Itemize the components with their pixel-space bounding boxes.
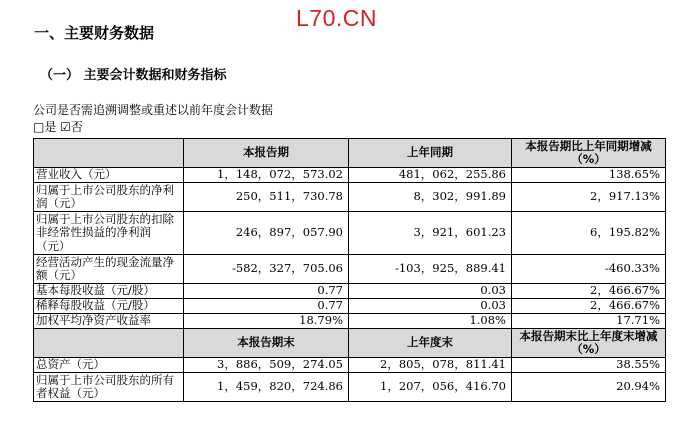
- table-row: [34, 212, 666, 255]
- financial-data-table: [33, 138, 666, 402]
- current-value: 246，897，057.90: [184, 212, 349, 255]
- table-row: [34, 168, 666, 183]
- prior-value: 8，302，991.89: [349, 183, 512, 212]
- prior-value: 2，805，078，811.41: [349, 358, 512, 373]
- table-row: [34, 183, 666, 212]
- change-value: 2，466.67%: [512, 284, 666, 299]
- table-header-row: [34, 139, 666, 168]
- current-value: 1，459，820，724.86: [184, 373, 349, 402]
- table-row: [34, 373, 666, 402]
- current-value: 3，886，509，274.05: [184, 358, 349, 373]
- row-label: 加权平均净资产收益率: [34, 314, 184, 329]
- prior-value: 1，207，056，416.70: [349, 373, 512, 402]
- table-row: [34, 299, 666, 314]
- prior-value: -103，925，889.41: [349, 255, 512, 284]
- watermark-logo: L70.CN: [296, 5, 377, 31]
- current-value: 250，511，730.78: [184, 183, 349, 212]
- row-label: 基本每股收益（元/股）: [34, 284, 184, 299]
- change-value: 138.65%: [512, 168, 666, 183]
- change-value: -460.33%: [512, 255, 666, 284]
- change-value: 38.55%: [512, 358, 666, 373]
- table-row: [34, 314, 666, 329]
- subsection-heading: （一） 主要会计数据和财务指标: [40, 68, 227, 83]
- header-cell: 本报告期比上年同期增减（%）: [512, 139, 666, 168]
- change-value: 2，917.13%: [512, 183, 666, 212]
- table-row: [34, 255, 666, 284]
- row-label: 归属于上市公司股东的所有者权益（元）: [34, 373, 184, 402]
- row-label: 归属于上市公司股东的净利润（元）: [34, 183, 184, 212]
- current-value: 0.77: [184, 284, 349, 299]
- header-cell: 上年度末: [349, 329, 512, 358]
- row-label: 经营活动产生的现金流量净额（元）: [34, 255, 184, 284]
- header-cell: 本报告期: [184, 139, 349, 168]
- header-cell: [34, 139, 184, 168]
- prior-value: 0.03: [349, 299, 512, 314]
- current-value: 0.77: [184, 299, 349, 314]
- row-label: 归属于上市公司股东的扣除非经常性损益的净利润（元）: [34, 212, 184, 255]
- current-value: 1，148，072，573.02: [184, 168, 349, 183]
- section-heading: 一、主要财务数据: [34, 24, 155, 42]
- table-row: [34, 284, 666, 299]
- prior-value: 0.03: [349, 284, 512, 299]
- row-label: 稀释每股收益（元/股）: [34, 299, 184, 314]
- change-value: 20.94%: [512, 373, 666, 402]
- table-header-row: [34, 329, 666, 358]
- header-cell: 本报告期末: [184, 329, 349, 358]
- restatement-choice: □是 ☑否: [33, 120, 83, 134]
- prior-value: 3，921，601.23: [349, 212, 512, 255]
- row-label: 总资产（元）: [34, 358, 184, 373]
- header-cell: 本报告期末比上年度末增减（%）: [512, 329, 666, 358]
- header-cell: 上年同期: [349, 139, 512, 168]
- row-label: 营业收入（元）: [34, 168, 184, 183]
- current-value: 18.79%: [184, 314, 349, 329]
- header-cell: [34, 329, 184, 358]
- table-row: [34, 358, 666, 373]
- change-value: 6，195.82%: [512, 212, 666, 255]
- prior-value: 481，062，255.86: [349, 168, 512, 183]
- change-value: 17.71%: [512, 314, 666, 329]
- current-value: -582，327，705.06: [184, 255, 349, 284]
- change-value: 2，466.67%: [512, 299, 666, 314]
- restatement-note: 公司是否需追溯调整或重述以前年度会计数据: [33, 103, 274, 117]
- prior-value: 1.08%: [349, 314, 512, 329]
